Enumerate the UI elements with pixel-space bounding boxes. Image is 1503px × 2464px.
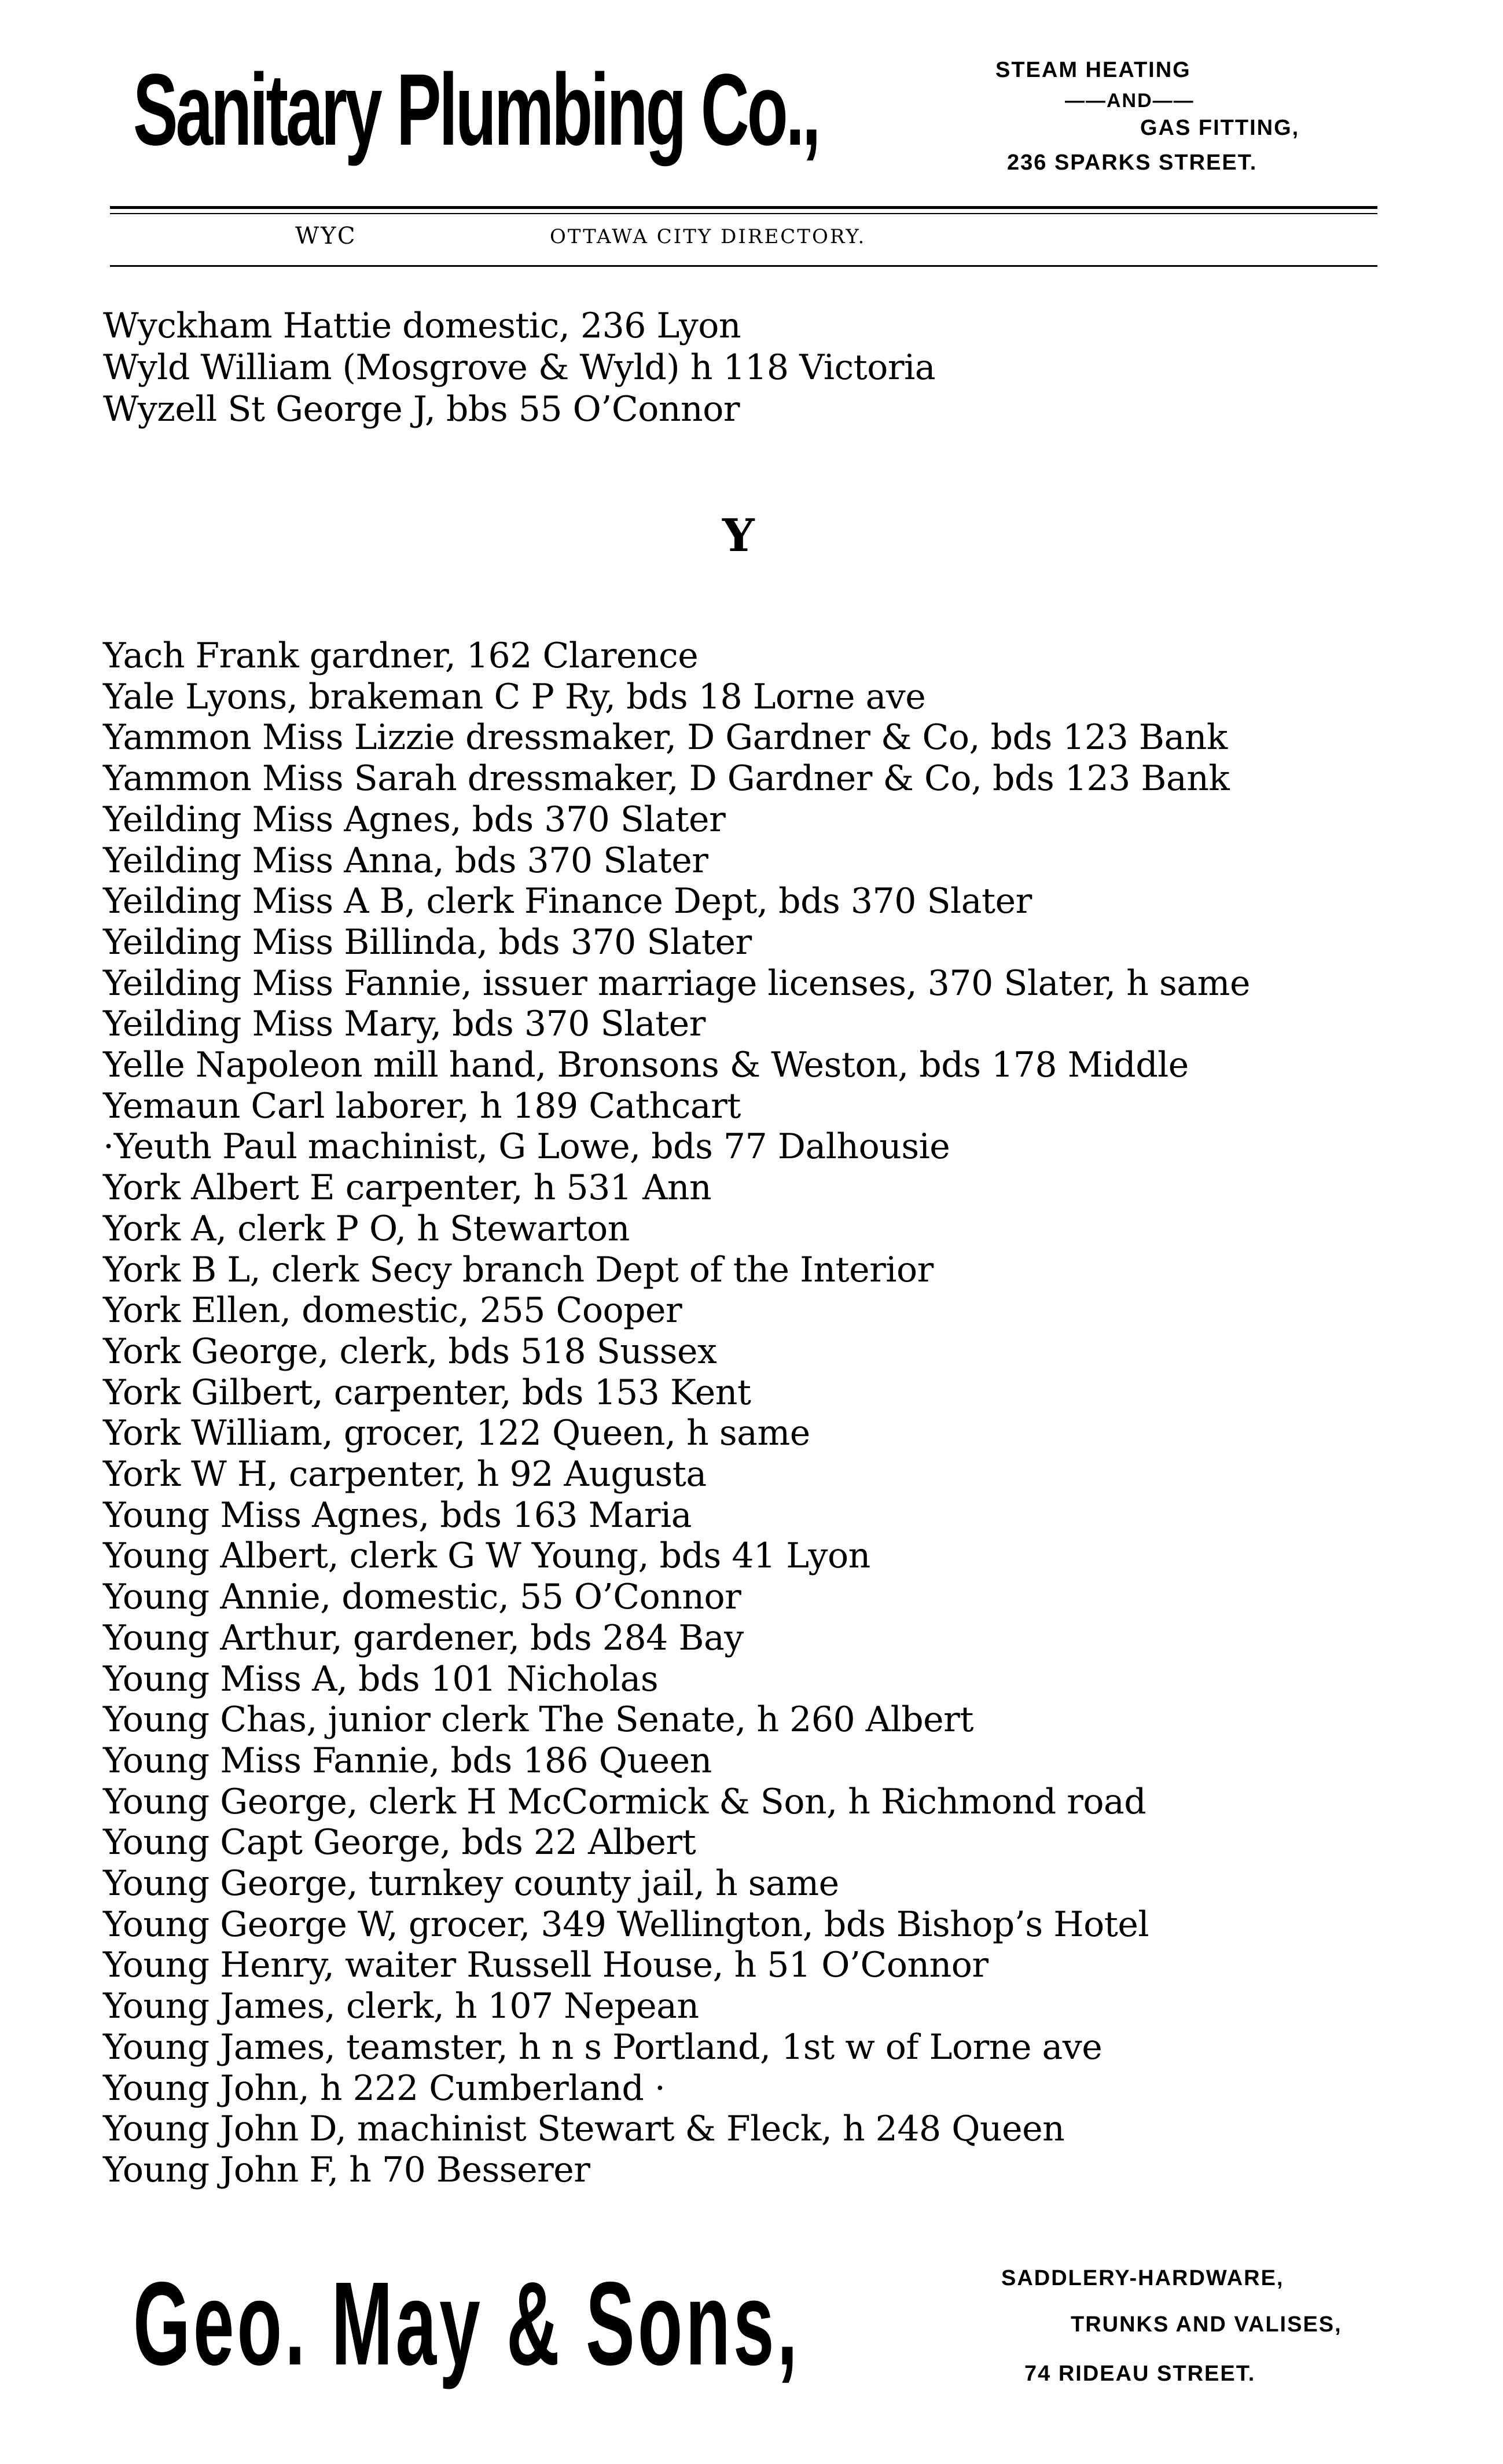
running-head-title: OTTAWA CITY DIRECTORY. — [550, 225, 866, 248]
running-head — [110, 223, 1377, 258]
directory-entry: Young John, h 222 Cumberland · — [103, 2068, 666, 2109]
directory-entry: Yammon Miss Sarah dressmaker, D Gardner & Co, bds 123 Bank — [103, 758, 1230, 799]
directory-entry: York A, clerk P O, h Stewarton — [103, 1208, 630, 1249]
directory-entry: Young George W, grocer, 349 Wellington, bds Bishop’s Hotel — [103, 1904, 1149, 1945]
directory-entry: Wyzell St George J, bbs 55 O’Connor — [103, 389, 740, 429]
header-rule — [110, 213, 1377, 214]
directory-entry: Young Miss Agnes, bds 163 Maria — [103, 1494, 692, 1536]
directory-entry: Yammon Miss Lizzie dressmaker, D Gardner & Co, bds 123 Bank — [103, 717, 1228, 758]
directory-entry: Yeilding Miss A B, clerk Finance Dept, bds 370 Slater — [103, 881, 1032, 922]
directory-entry: Young Miss Fannie, bds 186 Queen — [103, 1740, 712, 1781]
directory-entry: Yach Frank gardner, 162 Clarence — [103, 636, 699, 676]
header-rule — [110, 265, 1377, 267]
ad-line: TRUNKS AND VALISES, — [1071, 2312, 1342, 2337]
directory-entry: Yale Lyons, brakeman C P Ry, bds 18 Lorne ave — [103, 676, 926, 717]
ad-line: GAS FITTING, — [1140, 116, 1300, 140]
directory-entry: Yelle Napoleon mill hand, Bronsons & Weston, bds 178 Middle — [103, 1045, 1189, 1085]
advertiser-services — [1001, 2263, 1406, 2414]
directory-entry: Yeilding Miss Fannie, issuer marriage licenses, 370 Slater, h same — [103, 963, 1250, 1004]
directory-entry: Wyld William (Mosgrove & Wyld) h 118 Victoria — [103, 347, 936, 388]
directory-entry: Yeilding Miss Billinda, bds 370 Slater — [103, 921, 752, 963]
directory-entry: York William, grocer, 122 Queen, h same — [103, 1413, 810, 1454]
directory-entry: York Ellen, domestic, 255 Cooper — [103, 1290, 682, 1331]
directory-entry: Young John F, h 70 Besserer — [103, 2149, 590, 2190]
directory-entry: Young Miss A, bds 101 Nicholas — [103, 1658, 659, 1699]
directory-entry: Young Annie, domestic, 55 O’Connor — [103, 1577, 741, 1618]
directory-entry: York B L, clerk Secy branch Dept of the Interior — [103, 1249, 934, 1290]
advertiser-name: Sanitary Plumbing Co., — [133, 53, 819, 167]
directory-entry: Yeilding Miss Agnes, bds 370 Slater — [103, 799, 726, 840]
directory-entry: York George, clerk, bds 518 Sussex — [103, 1331, 717, 1372]
directory-entry: Yeilding Miss Mary, bds 370 Slater — [103, 1004, 705, 1045]
directory-entry: Young Arthur, gardener, bds 284 Bay — [103, 1617, 744, 1658]
advertiser-name: Geo. May & Sons, — [133, 2257, 800, 2390]
directory-entry: Yemaun Carl laborer, h 189 Cathcart — [103, 1085, 741, 1126]
directory-entry: York Albert E carpenter, h 531 Ann — [103, 1167, 712, 1209]
ad-line: STEAM HEATING — [995, 58, 1191, 82]
ad-line: 74 RIDEAU STREET. — [1024, 2362, 1256, 2386]
running-head-key: WYC — [295, 223, 357, 249]
directory-entry: York Gilbert, carpenter, bds 153 Kent — [103, 1372, 751, 1413]
directory-entry: Wyckham Hattie domestic, 236 Lyon — [103, 306, 741, 346]
bottom-advertisement — [133, 2246, 1406, 2437]
header-rule — [110, 206, 1377, 209]
directory-entry: Young James, teamster, h n s Portland, 1st w of Lorne ave — [103, 2026, 1103, 2068]
directory-entry: Young George, turnkey county jail, h same — [103, 1863, 839, 1904]
directory-entry: Young Chas, junior clerk The Senate, h 260 Albert — [103, 1699, 973, 1740]
directory-entry: Young Capt George, bds 22 Albert — [103, 1822, 696, 1863]
directory-entry: ·Yeuth Paul machinist, G Lowe, bds 77 Dalhousie — [103, 1126, 950, 1167]
directory-entry: Young Henry, waiter Russell House, h 51 O’Connor — [103, 1945, 988, 1986]
section-letter: Y — [722, 509, 755, 562]
ad-line: ——AND—— — [1065, 90, 1195, 112]
ad-line: SADDLERY-HARDWARE, — [1001, 2266, 1284, 2290]
directory-entry: Young Albert, clerk G W Young, bds 41 Lyon — [103, 1536, 870, 1577]
directory-entry: Young James, clerk, h 107 Nepean — [103, 1986, 699, 2027]
directory-entry: Young George, clerk H McCormick & Son, h Richmond road — [103, 1781, 1146, 1822]
directory-entry: Yeilding Miss Anna, bds 370 Slater — [103, 840, 708, 881]
top-advertisement — [133, 41, 1377, 208]
ad-line: 236 SPARKS STREET. — [1007, 150, 1258, 175]
directory-entry: Young John D, machinist Stewart & Fleck, h 248 Queen — [103, 2109, 1065, 2150]
directory-entry: York W H, carpenter, h 92 Augusta — [103, 1454, 707, 1494]
advertiser-services — [995, 58, 1343, 208]
